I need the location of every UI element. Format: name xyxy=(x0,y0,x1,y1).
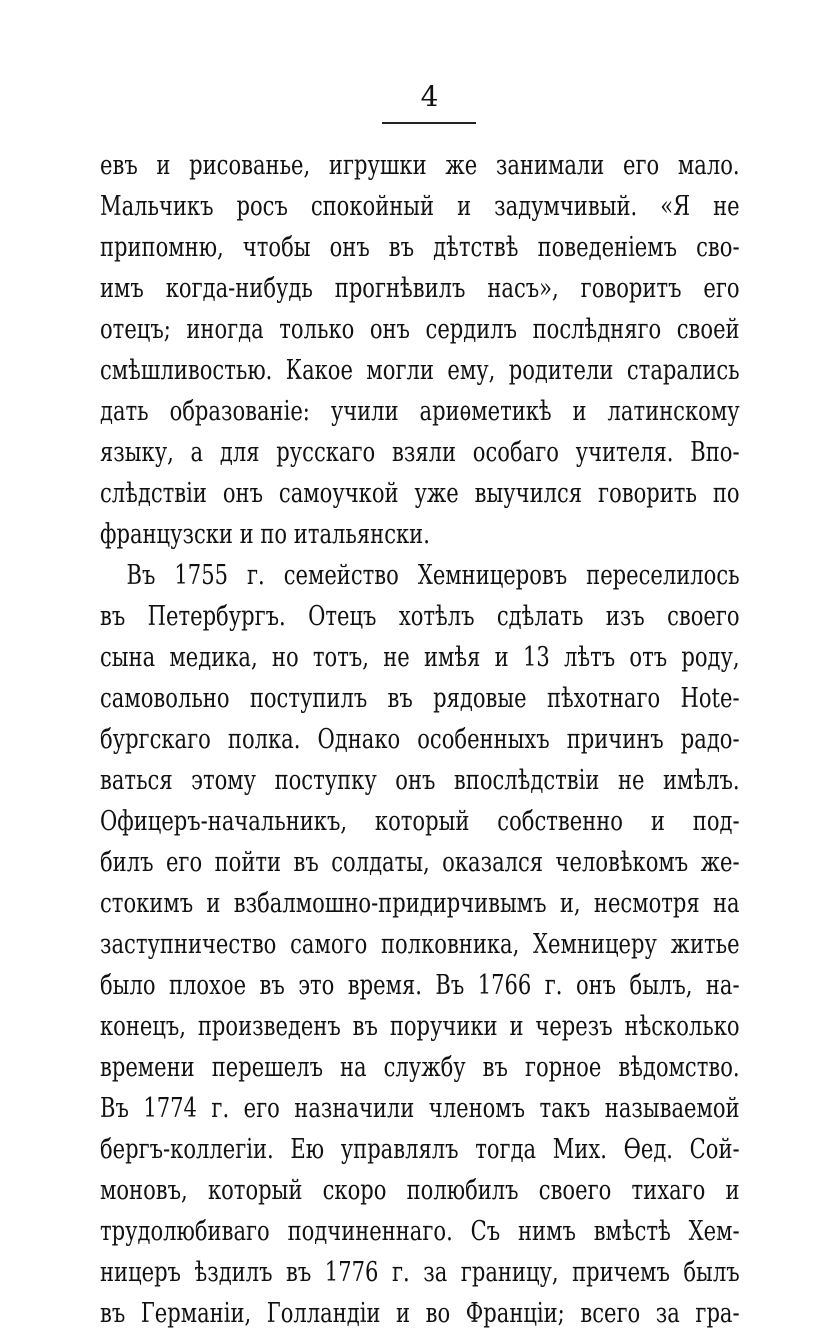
text-line: Офицеръ-начальникъ, который собственно и под- xyxy=(100,806,740,837)
text-line: сына медика, но тотъ, не имѣя и 13 лѣтъ отъ роду, xyxy=(100,642,740,673)
text-line: дать образованіе: учили ариѳметикѣ и латинскому xyxy=(100,396,740,427)
text-line: припомню, чтобы онъ въ дѣтствѣ поведеніемъ сво- xyxy=(100,232,740,263)
text-line: стокимъ и взбалмошно-придирчивымъ и, несмотря на xyxy=(100,888,740,919)
text-line: времени перешелъ на службу въ горное вѣдомство. xyxy=(100,1052,740,1083)
text-line: французски и по итальянски. xyxy=(100,519,430,550)
text-line: евъ и рисованье, игрушки же занимали его мало. xyxy=(100,150,740,181)
text-line: отецъ; иногда только онъ сердилъ послѣдняго своей xyxy=(100,314,740,345)
text-line: было плохое въ это время. Въ 1766 г. онъ былъ, на- xyxy=(100,970,740,1001)
text-line: Въ 1774 г. его назначили членомъ такъ называемой xyxy=(100,1093,740,1124)
text-line: смѣшливостью. Какое могли ему, родители старались xyxy=(100,355,740,386)
text-line: слѣдствіи онъ самоучкой уже выучился говорить по xyxy=(100,478,740,509)
text-line: ницеръ ѣздилъ въ 1776 г. за границу, причемъ былъ xyxy=(100,1257,740,1288)
text-line: бергъ-коллегіи. Ею управлялъ тогда Мих. Ѳед. Сой- xyxy=(100,1134,740,1165)
text-line: Мальчикъ росъ спокойный и задумчивый. «Я не xyxy=(100,191,740,222)
text-line: билъ его пойти въ солдаты, оказался человѣкомъ же- xyxy=(100,847,740,878)
text-line: заступничество самого полковника, Хемницеру житье xyxy=(100,929,740,960)
text-line: въ Германіи, Голландіи и во Франціи; всего за гра- xyxy=(100,1298,740,1329)
text-line: ваться этому поступку онъ впослѣдствіи не имѣлъ. xyxy=(100,765,740,796)
text-line: трудолюбиваго подчиненнаго. Съ нимъ вмѣстѣ Хем- xyxy=(100,1216,740,1247)
body-text xyxy=(100,145,740,1334)
text-line: бургскаго полка. Однако особенныхъ причинъ радо- xyxy=(100,724,740,755)
page-number-rule xyxy=(382,122,476,124)
text-line: языку, а для русскаго взяли особаго учителя. Впо- xyxy=(100,437,740,468)
text-line: конецъ, произведенъ въ поручики и черезъ нѣсколько xyxy=(100,1011,740,1042)
text-line: въ Петербургъ. Отецъ хотѣлъ сдѣлать изъ своего xyxy=(100,601,740,632)
text-line: моновъ, который скоро полюбилъ своего тихаго и xyxy=(100,1175,740,1206)
page-number: 4 xyxy=(420,80,440,113)
text-line: имъ когда-нибудь прогнѣвилъ насъ», говоритъ его xyxy=(100,273,740,304)
paragraph-first-line: Въ 1755 г. семейство Хемницеровъ переселилось xyxy=(126,560,740,591)
text-line: самовольно поступилъ въ рядовые пѣхотнаго Нote- xyxy=(100,683,740,714)
